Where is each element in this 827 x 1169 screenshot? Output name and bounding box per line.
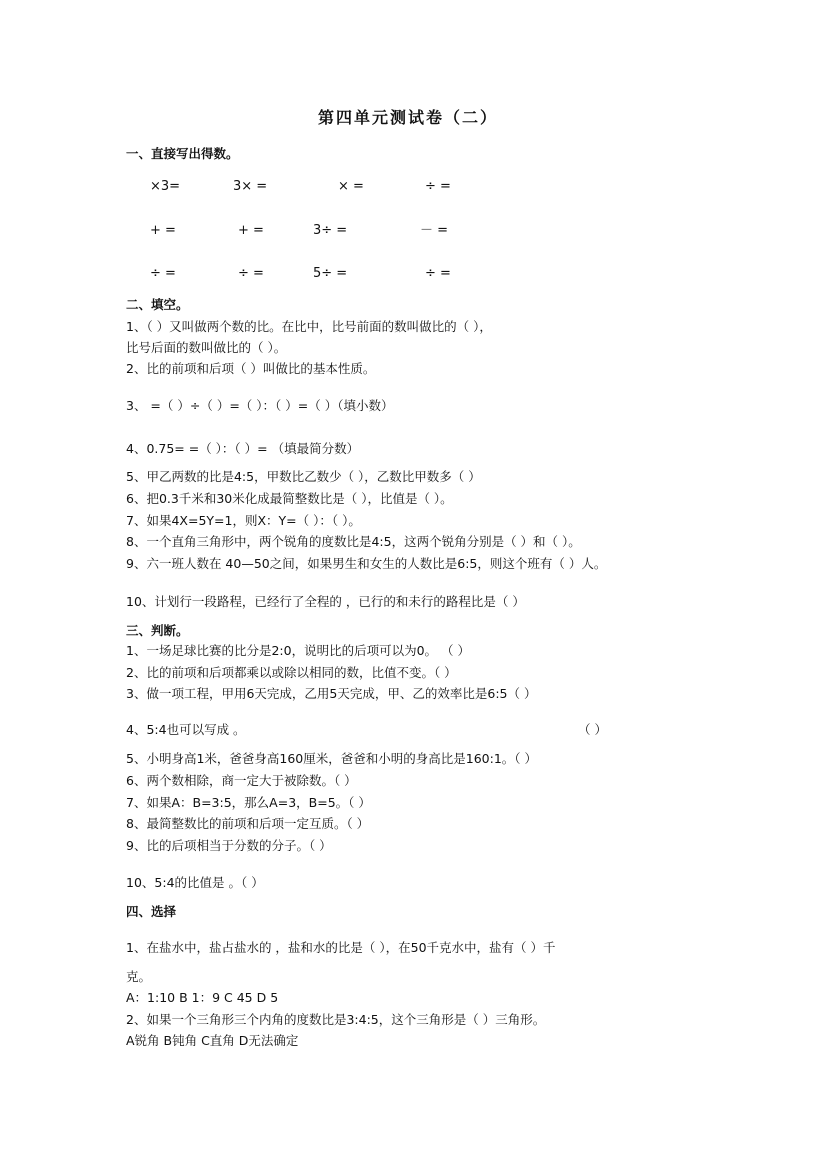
section-2-heading: 二、填空。 xyxy=(126,297,189,312)
calc-item: × = xyxy=(338,179,364,194)
judge-line: 7、如果A：B=3:5，那么A=3，B=5。（ ） xyxy=(126,795,371,810)
section-1-heading: 一、直接写出得数。 xyxy=(126,146,239,161)
calc-item: － = xyxy=(420,223,449,238)
judge-line: 10、5:4的比值是 。（ ） xyxy=(126,875,264,890)
calc-item: 5÷ = xyxy=(313,266,348,281)
calc-item: ×3= xyxy=(150,179,181,194)
calc-item: 3× = xyxy=(233,179,268,194)
choice-line: 1、在盐水中，盐占盐水的 ，盐和水的比是（ ），在50千克水中，盐有（ ）千 xyxy=(126,940,556,955)
fill-line: 6、把0.3千米和30米化成最简整数比是（ ），比值是（ ）。 xyxy=(126,491,453,506)
fill-line: 9、六一班人数在 40—50之间，如果男生和女生的人数比是6:5，则这个班有（ ）人。 xyxy=(126,556,607,571)
calc-item: ÷ = xyxy=(238,266,264,281)
judge-line: 4、5:4也可以写成 。 xyxy=(126,722,246,737)
judge-line: 6、两个数相除，商一定大于被除数。（ ） xyxy=(126,773,357,788)
judge-line: 9、比的后项相当于分数的分子。（ ） xyxy=(126,838,332,853)
choice-options: A：1:10 B 1：9 C 45 D 5 xyxy=(126,990,279,1005)
fill-line: 2、比的前项和后项（ ）叫做比的基本性质。 xyxy=(126,361,376,376)
calc-item: + = xyxy=(150,223,176,238)
section-3-heading: 三、判断。 xyxy=(126,623,189,638)
judge-line: 3、做一项工程，甲用6天完成，乙用5天完成，甲、乙的效率比是6:5（ ） xyxy=(126,686,537,701)
fill-line: 比号后面的数叫做比的（ ）。 xyxy=(126,340,287,355)
page-title: 第四单元测试卷（二） xyxy=(318,108,499,127)
choice-line: 克。 xyxy=(126,969,152,984)
calc-item: ÷ = xyxy=(150,266,176,281)
calc-item: ÷ = xyxy=(425,266,451,281)
fill-line: 5、甲乙两数的比是4:5，甲数比乙数少（ ），乙数比甲数多（ ） xyxy=(126,469,481,484)
fill-line: 1、（ ）又叫做两个数的比。在比中，比号前面的数叫做比的（ ）， xyxy=(126,319,492,334)
calc-item: + = xyxy=(238,223,264,238)
section-4-heading: 四、选择 xyxy=(126,904,177,919)
judge-line: 2、比的前项和后项都乘以或除以相同的数，比值不变。（ ） xyxy=(126,665,457,680)
fill-line: 7、如果4X=5Y=1，则X：Y=（ ）：（ ）。 xyxy=(126,513,361,528)
judge-answer-bracket: （ ） xyxy=(578,722,607,737)
fill-line: 8、一个直角三角形中，两个锐角的度数比是4:5，这两个锐角分别是（ ）和（ ）。 xyxy=(126,534,581,549)
choice-line: 2、如果一个三角形三个内角的度数比是3:4:5，这个三角形是（ ）三角形。 xyxy=(126,1012,546,1027)
judge-line: 8、最简整数比的前项和后项一定互质。（ ） xyxy=(126,816,370,831)
calc-item: 3÷ = xyxy=(313,223,348,238)
fill-line: 4、0.75= =（ ）：（ ）= （填最简分数） xyxy=(126,441,360,456)
fill-line: 3、 =（ ）÷（ ）=（ ）：（ ）=（ ）（填小数） xyxy=(126,398,394,413)
judge-line: 1、一场足球比赛的比分是2:0，说明比的后项可以为0。 （ ） xyxy=(126,643,470,658)
calc-item: ÷ = xyxy=(425,179,451,194)
judge-line: 5、小明身高1米，爸爸身高160厘米，爸爸和小明的身高比是160:1。（ ） xyxy=(126,751,538,766)
choice-options: A锐角 B钝角 C直角 D无法确定 xyxy=(126,1033,299,1048)
fill-line: 10、计划行一段路程，已经行了全程的 ，已行的和未行的路程比是（ ） xyxy=(126,594,525,609)
